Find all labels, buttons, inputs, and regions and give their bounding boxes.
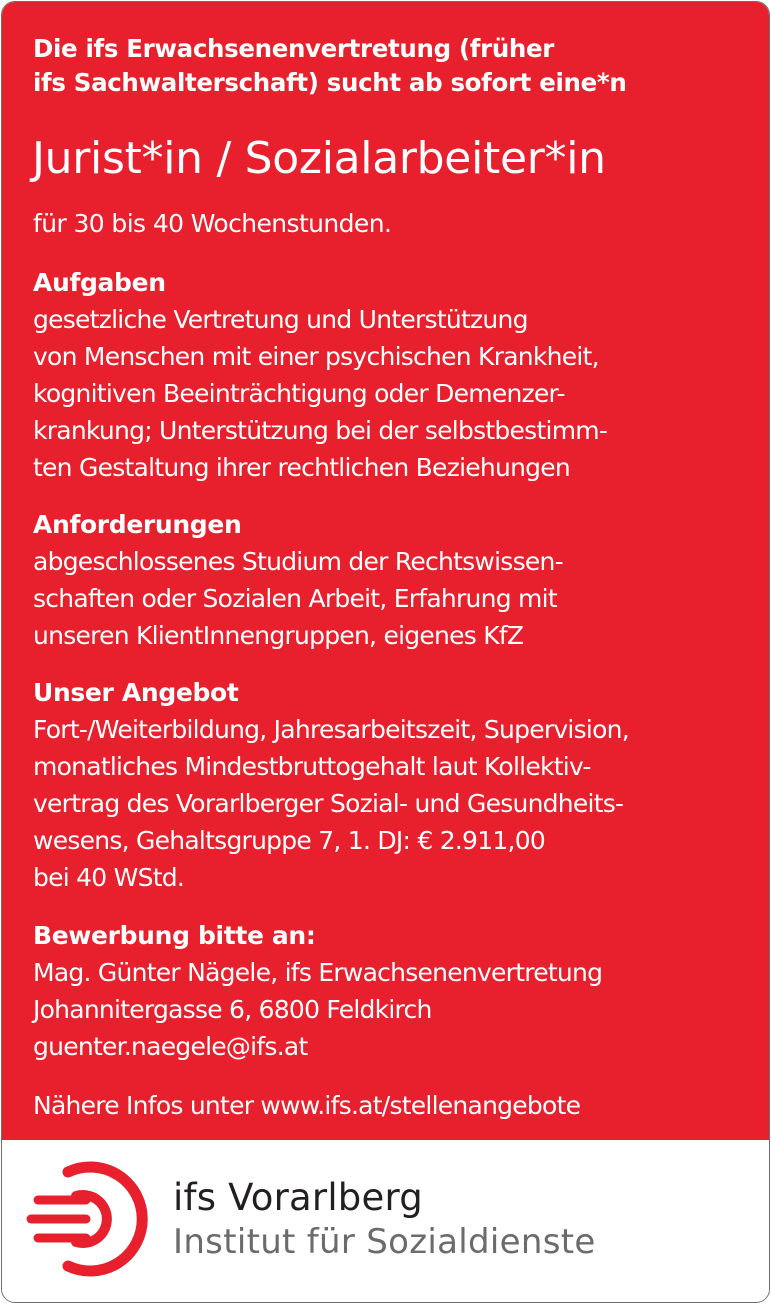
section-angebot — [33, 674, 753, 896]
section-body — [33, 543, 753, 654]
job-ad-card — [1, 1, 770, 1303]
text-line: gesetzliche Vertretung und Unterstützung — [33, 305, 528, 334]
section-heading: Unser Angebot — [33, 678, 239, 707]
text-line: ten Gestaltung ihrer rechtlichen Beziehungen — [33, 453, 571, 482]
contact-email[interactable]: guenter.naegele@ifs.at — [33, 1032, 308, 1061]
section-aufgaben — [33, 264, 753, 486]
contact-name: Mag. Günter Nägele, ifs Erwachsenenvertretung — [33, 958, 603, 987]
job-title: Jurist*in / Sozialarbeiter*in — [32, 133, 606, 184]
text-line: kognitiven Beeinträchtigung oder Demenzer- — [33, 379, 565, 408]
text-line: unseren KlientInnengruppen, eigenes KfZ — [33, 621, 524, 650]
text-line: von Menschen mit einer psychischen Krankheit, — [33, 342, 599, 371]
text-line: krankung; Unterstützung bei der selbstbestimm- — [33, 416, 608, 445]
org-name: ifs Vorarlberg — [173, 1176, 423, 1219]
section-body — [33, 711, 753, 896]
section-body — [33, 301, 753, 486]
section-heading: Bewerbung bitte an: — [33, 921, 316, 950]
text-line: abgeschlossenes Studium der Rechtswissen- — [33, 547, 563, 576]
job-ad-panel — [2, 2, 769, 1140]
section-bewerbung — [33, 917, 753, 1065]
ad-intro: Die ifs Erwachsenenvertretung (früher ifs Sachwalterschaft) sucht ab sofort eine*n — [33, 34, 627, 97]
contact-address: Johannitergasse 6, 6800 Feldkirch — [33, 995, 432, 1024]
footer-logo-area — [2, 1140, 769, 1302]
ifs-logo-icon — [24, 1152, 158, 1286]
working-hours: für 30 bis 40 Wochenstunden. — [33, 209, 392, 238]
text-line: monatliches Mindestbruttogehalt laut Kollektiv- — [33, 752, 591, 781]
more-info-link[interactable]: Nähere Infos unter www.ifs.at/stellenangebote — [33, 1091, 581, 1120]
section-anforderungen — [33, 506, 753, 654]
section-heading: Anforderungen — [33, 510, 242, 539]
text-line: Fort-/Weiterbildung, Jahresarbeitszeit, Supervision, — [33, 715, 629, 744]
text-line: schaften oder Sozialen Arbeit, Erfahrung mit — [33, 584, 557, 613]
text-line: wesens, Gehaltsgruppe 7, 1. DJ: € 2.911,00 — [33, 826, 546, 855]
section-body — [33, 954, 753, 1065]
text-line: bei 40 WStd. — [33, 863, 185, 892]
org-subtitle: Institut für Sozialdienste — [173, 1222, 596, 1262]
text-line: vertrag des Vorarlberger Sozial- und Gesundheits- — [33, 789, 624, 818]
section-heading: Aufgaben — [33, 268, 166, 297]
